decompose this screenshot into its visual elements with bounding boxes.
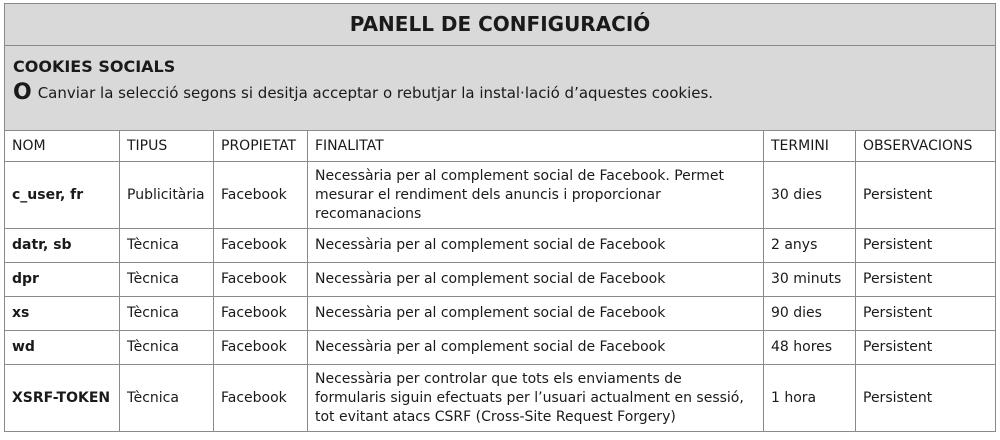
cell-type: Tècnica xyxy=(120,297,214,331)
cell-name: dpr xyxy=(5,263,120,297)
cell-term: 30 dies xyxy=(764,162,856,229)
cookies-table xyxy=(4,3,996,432)
column-header-owner: PROPIETAT xyxy=(214,131,308,162)
option-toggle[interactable]: O xyxy=(13,80,32,105)
cell-purpose: Necessària per al complement social de Facebook xyxy=(308,229,764,263)
table-row xyxy=(5,263,996,297)
section-title: COOKIES SOCIALS xyxy=(13,57,176,76)
table-row xyxy=(5,365,996,432)
cell-term: 1 hora xyxy=(764,365,856,432)
cell-purpose: Necessària per controlar que tots els enviaments de formularis siguin efectuats per l’usuari actualment en sessió, tot evitant atacs CSRF (Cross-Site Request Forgery) xyxy=(308,365,764,432)
cell-term: 2 anys xyxy=(764,229,856,263)
column-header-purpose: FINALITAT xyxy=(308,131,764,162)
table-row xyxy=(5,331,996,365)
cell-type: Tècnica xyxy=(120,263,214,297)
cell-name: XSRF-TOKEN xyxy=(5,365,120,432)
cell-owner: Facebook xyxy=(214,331,308,365)
panel-title: PANELL DE CONFIGURACIÓ xyxy=(5,4,996,46)
column-header-type: TIPUS xyxy=(120,131,214,162)
cell-purpose: Necessària per al complement social de Facebook. Permet mesurar el rendiment dels anuncis i proporcionar recomanacions xyxy=(308,162,764,229)
config-panel xyxy=(4,3,995,432)
cell-owner: Facebook xyxy=(214,365,308,432)
section-description: Canviar la selecció segons si desitja acceptar o rebutjar la instal·lació d’aquestes cookies. xyxy=(37,84,714,102)
cell-type: Publicitària xyxy=(120,162,214,229)
cell-type: Tècnica xyxy=(120,229,214,263)
cell-notes: Persistent xyxy=(856,331,996,365)
cell-notes: Persistent xyxy=(856,162,996,229)
column-header-name: NOM xyxy=(5,131,120,162)
cell-notes: Persistent xyxy=(856,263,996,297)
table-row xyxy=(5,297,996,331)
cell-notes: Persistent xyxy=(856,297,996,331)
cell-type: Tècnica xyxy=(120,331,214,365)
cell-owner: Facebook xyxy=(214,263,308,297)
column-header-term: TERMINI xyxy=(764,131,856,162)
table-row xyxy=(5,229,996,263)
cell-name: xs xyxy=(5,297,120,331)
table-header-row xyxy=(5,131,996,162)
section-option xyxy=(13,81,987,105)
cell-owner: Facebook xyxy=(214,297,308,331)
section-header xyxy=(5,46,996,131)
cell-name: datr, sb xyxy=(5,229,120,263)
column-header-notes: OBSERVACIONS xyxy=(856,131,996,162)
cell-type: Tècnica xyxy=(120,365,214,432)
cell-purpose: Necessària per al complement social de Facebook xyxy=(308,263,764,297)
cell-notes: Persistent xyxy=(856,365,996,432)
table-row xyxy=(5,162,996,229)
cell-term: 90 dies xyxy=(764,297,856,331)
cell-purpose: Necessària per al complement social de Facebook xyxy=(308,297,764,331)
cell-owner: Facebook xyxy=(214,162,308,229)
cell-term: 48 hores xyxy=(764,331,856,365)
cell-owner: Facebook xyxy=(214,229,308,263)
cell-notes: Persistent xyxy=(856,229,996,263)
cell-purpose: Necessària per al complement social de Facebook xyxy=(308,331,764,365)
cell-name: c_user, fr xyxy=(5,162,120,229)
cell-name: wd xyxy=(5,331,120,365)
cell-term: 30 minuts xyxy=(764,263,856,297)
